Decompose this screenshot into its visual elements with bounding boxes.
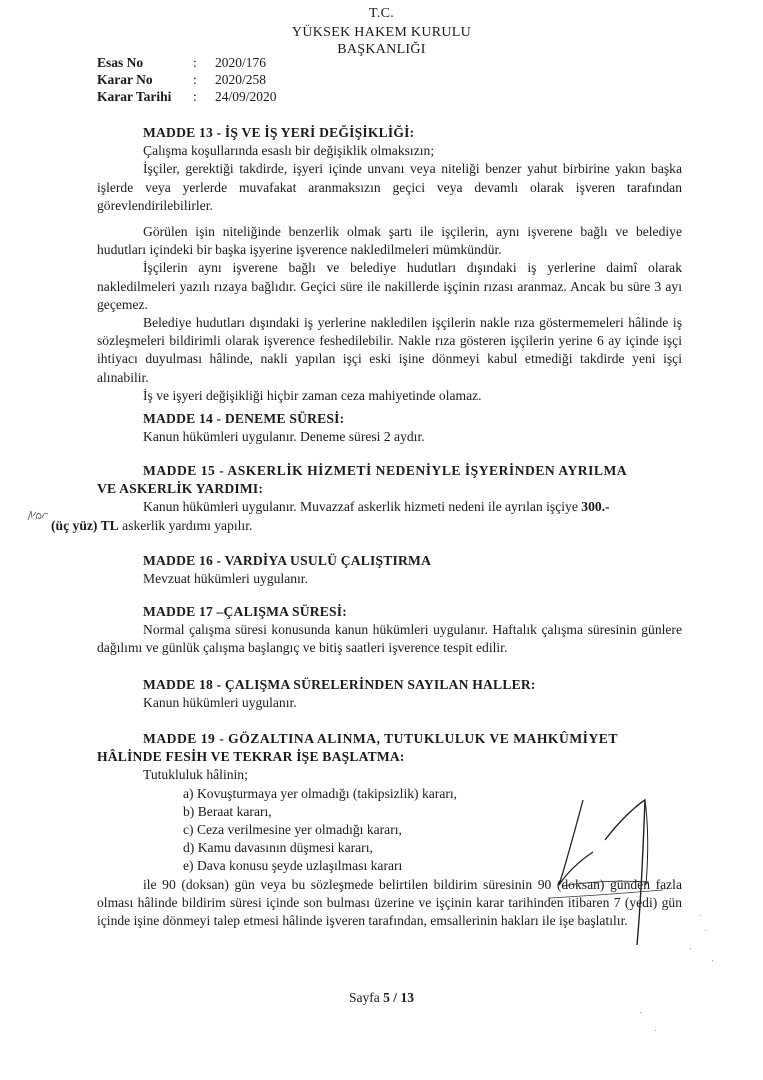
article-13-p2: İşçiler, gerektiği takdirde, işyeri içinde unvanı veya niteliği benzer yahut birbirine yakın başka işlerde veya yerlerde muvafakat aranmaksızın geçici veya devamlı olarak işveren tarafından görevlendirilebilirler. (97, 161, 682, 213)
article-16-title: MADDE 16 - VARDİYA USULÜ ÇALIŞTIRMA (143, 553, 432, 568)
header-institution: YÜKSEK HAKEM KURULU (291, 25, 472, 40)
article-18-title: MADDE 18 - ÇALIŞMA SÜRELERİNDEN SAYILAN HALLER: (143, 677, 536, 692)
meta-row-esas: Esas No : 2020/176 (97, 55, 267, 70)
article-18-p1: Kanun hükümleri uygulanır. (143, 695, 297, 711)
meta-row-tarih: Karar Tarihi : 24/09/2020 (97, 89, 277, 104)
meta-key: Karar Tarihi (97, 89, 172, 104)
article-13-p4: İşçilerin aynı işverene bağlı ve belediye hudutları dışındaki iş yerlerine daimî olarak nakledilmeleri yazılı rızaya bağlıdır. Geçici süre ile nakillerde işçinin rızası aranmaz. Ancak bu süre 3 ayı geçemez. (97, 260, 682, 312)
meta-value: 2020/258 (215, 72, 267, 87)
article-14 (97, 410, 682, 446)
article-13 (97, 124, 682, 405)
article-19-conclusion: ile 90 (doksan) gün veya bu sözleşmede belirtilen bildirim süresinin 90 (doksan) günden fazla olması hâlinde bildirim süresi içinde son bulması üzerine ve işçinin karar tarihinden itibaren 7 (yedi) gün içinde işine dönmeyi talep etmesi hâlinde işveren tarafından, emsallerinin hakları ile işe başlatılır. (97, 876, 682, 929)
list-item: a) Kovuşturmaya yer olmadığı (takipsizlik) kararı, (183, 785, 458, 801)
signature (545, 790, 695, 960)
article-17-title: MADDE 17 –ÇALIŞMA SÜRESİ: (143, 604, 348, 619)
article-15-title-line2: VE ASKERLİK YARDIMI: (97, 481, 264, 497)
article-17 (97, 603, 682, 658)
article-16 (97, 552, 682, 588)
article-18 (97, 676, 682, 712)
aid-amount: 300.- (581, 499, 610, 515)
case-meta (97, 54, 277, 105)
header-presidency: BAŞKANLIĞI (337, 42, 426, 57)
article-15 (51, 462, 682, 535)
meta-row-karar: Karar No : 2020/258 (97, 72, 267, 87)
meta-value: 2020/176 (215, 55, 267, 70)
list-item: c) Ceza verilmesine yer olmadığı kararı, (183, 822, 402, 838)
meta-key: Karar No (97, 72, 153, 87)
article-19-title-line1: MADDE 19 - GÖZALTINA ALINMA, TUTUKLULUK VE MAHKÛMİYET (143, 731, 618, 746)
article-13-p5: Belediye hudutları dışındaki iş yerlerine nakledilen işçilerin nakle rıza göstermemeleri hâlinde iş sözleşmeleri bildirimli olarak işverence feshedilebilir. Nakle rıza gösteren işçilerin yerine 6 ay içinde işçi ihtiyacı duyulması hâlinde, nakli yapılan işçi eski işine dönmeyi kabul etmediği takdirde yeni işçi alınabilir. (97, 315, 682, 385)
article-19-intro: Tutukluluk hâlinin; (143, 767, 248, 783)
article-17-p1: Normal çalışma süresi konusunda kanun hükümleri uygulanır. Haftalık çalışma süresinin günlere dağılımı ve günlük çalışma başlangıç ve bitiş saatleri işverence tespit edilir. (97, 622, 682, 656)
page-total: 13 (400, 990, 414, 1005)
article-14-title: MADDE 14 - DENEME SÜRESİ: (143, 411, 345, 426)
aid-amount-words: (üç yüz) TL (51, 517, 119, 533)
header-tc: T.C. (368, 6, 395, 21)
article-13-p1: Çalışma koşullarında esaslı bir değişiklik olmaksızın; (143, 143, 435, 159)
article-15-p1: Kanun hükümleri uygulanır. Muvazzaf askerlik hizmeti nedeni ile ayrılan işçiye 300.- (üç yüz) TL askerlik yardımı yapılır. (51, 499, 610, 533)
list-item: e) Dava konusu şeyde uzlaşılması kararı (183, 858, 403, 874)
article-16-p1: Mevzuat hükümleri uygulanır. (143, 571, 308, 587)
article-13-title: MADDE 13 - İŞ VE İŞ YERİ DEĞİŞİKLİĞİ: (143, 125, 415, 140)
article-19-title-line2: HÂLİNDE FESİH VE TEKRAR İŞE BAŞLATMA: (97, 749, 405, 765)
meta-key: Esas No (97, 55, 144, 70)
article-13-p3: Görülen işin niteliğinde benzerlik olmak şartı ile işçilerin, aynı işverene bağlı ve belediye hudutları içindeki bir başka işyerine işverence nakledilmeleri mümkündür. (97, 224, 682, 258)
article-14-p1: Kanun hükümleri uygulanır. Deneme süresi 2 aydır. (143, 429, 425, 445)
page-current: 5 (383, 990, 390, 1005)
list-item: b) Beraat kararı, (183, 803, 272, 819)
margin-initials-mark (26, 508, 50, 522)
meta-value: 24/09/2020 (215, 89, 277, 104)
page-number: Sayfa 5 / 13 (349, 990, 414, 1005)
article-15-title-line1: MADDE 15 - ASKERLİK HİZMETİ NEDENİYLE İŞYERİNDEN AYRILMA (143, 463, 628, 478)
list-item: d) Kamu davasının düşmesi kararı, (183, 840, 373, 856)
article-13-p6: İş ve işyeri değişikliği hiçbir zaman ceza mahiyetinde olamaz. (143, 387, 482, 403)
